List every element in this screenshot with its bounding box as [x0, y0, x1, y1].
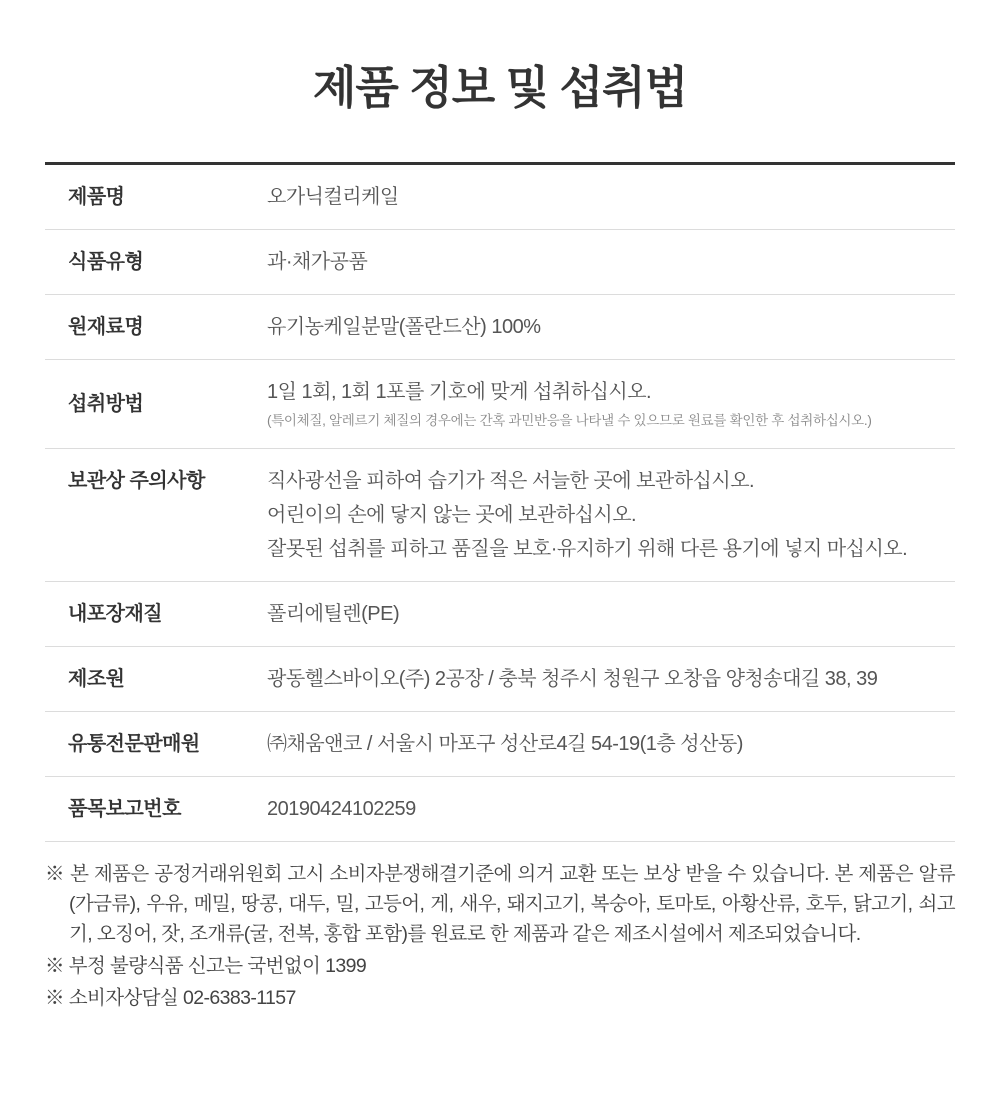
row-value-line: 20190424102259: [267, 798, 416, 820]
table-row: [45, 777, 955, 842]
table-row: [45, 295, 955, 360]
page-title: 제품 정보 및 섭취법: [312, 62, 688, 113]
row-value: [267, 727, 955, 761]
footnote-text: 소비자상담실 02-6383-1157: [68, 987, 296, 1009]
product-info-table: [45, 162, 955, 842]
footnote: [45, 951, 955, 981]
row-value: [267, 180, 955, 214]
row-value-line: 과·채가공품: [267, 251, 368, 273]
row-label: 식품유형: [68, 251, 144, 273]
reference-mark-icon: ※: [45, 987, 64, 1009]
row-value: [267, 375, 955, 433]
footnotes: [45, 859, 955, 1013]
table-row: [45, 582, 955, 647]
footnote: [45, 983, 955, 1013]
table-row: [45, 449, 955, 582]
row-value-line: 유기농케일분말(폴란드산) 100%: [267, 316, 541, 338]
row-value: [267, 310, 955, 344]
row-label: 내포장재질: [68, 603, 163, 625]
row-label: 품목보고번호: [68, 798, 181, 820]
reference-mark-icon: ※: [45, 955, 64, 977]
row-label: 제품명: [68, 186, 125, 208]
row-label: 보관상 주의사항: [68, 470, 205, 492]
footnote-text: 본 제품은 공정거래위원회 고시 소비자분쟁해결기준에 의거 교환 또는 보상 받을 수 있습니다. 본 제품은 알류(가금류), 우유, 메밀, 땅콩, 대두, 밀, 고등어, 게, 새우, 돼지고기, 복숭아, 토마토, 아황산류, 호두, 닭고기, 쇠고기, 오징어, 잣, 조개류(굴, 전복, 홍합 포함)를 원료로 한 제품과 같은 제조시설에서 제조되었습니다.: [69, 863, 955, 945]
row-label: 섭취방법: [68, 393, 144, 415]
footnote-text: 부정 불량식품 신고는 국번없이 1399: [68, 955, 367, 977]
row-value: [267, 464, 955, 566]
row-value-note: (특이체질, 알레르기 체질의 경우에는 간혹 과민반응을 나타낼 수 있으므로 원료를 확인한 후 섭취하십시오.): [267, 413, 872, 428]
row-label: 유통전문판매원: [68, 733, 200, 755]
row-value-line: 잘못된 섭취를 피하고 품질을 보호·유지하기 위해 다른 용기에 넣지 마십시오.: [267, 538, 908, 560]
row-value-line: 어린이의 손에 닿지 않는 곳에 보관하십시오.: [267, 504, 637, 526]
row-label: 원재료명: [68, 316, 144, 338]
row-value: [267, 597, 955, 631]
row-value-line: 광동헬스바이오(주) 2공장 / 충북 청주시 청원구 오창읍 양청송대길 38, 39: [267, 668, 878, 690]
row-value-line: ㈜채움앤코 / 서울시 마포구 성산로4길 54-19(1층 성산동): [267, 733, 743, 755]
table-row: [45, 712, 955, 777]
table-row: [45, 165, 955, 230]
table-row: [45, 230, 955, 295]
reference-mark-icon: ※: [45, 863, 65, 885]
table-row: [45, 647, 955, 712]
footnote: [45, 859, 955, 949]
table-row: [45, 360, 955, 449]
row-value-line: 오가닉컬리케일: [267, 186, 399, 208]
row-value-line: 1일 1회, 1회 1포를 기호에 맞게 섭취하십시오.: [267, 381, 652, 403]
row-value-line: 직사광선을 피하여 습기가 적은 서늘한 곳에 보관하십시오.: [267, 470, 755, 492]
row-value-line: 폴리에틸렌(PE): [267, 603, 400, 625]
row-value: [267, 662, 955, 696]
row-value: [267, 245, 955, 279]
row-value: [267, 792, 955, 826]
row-label: 제조원: [68, 668, 125, 690]
